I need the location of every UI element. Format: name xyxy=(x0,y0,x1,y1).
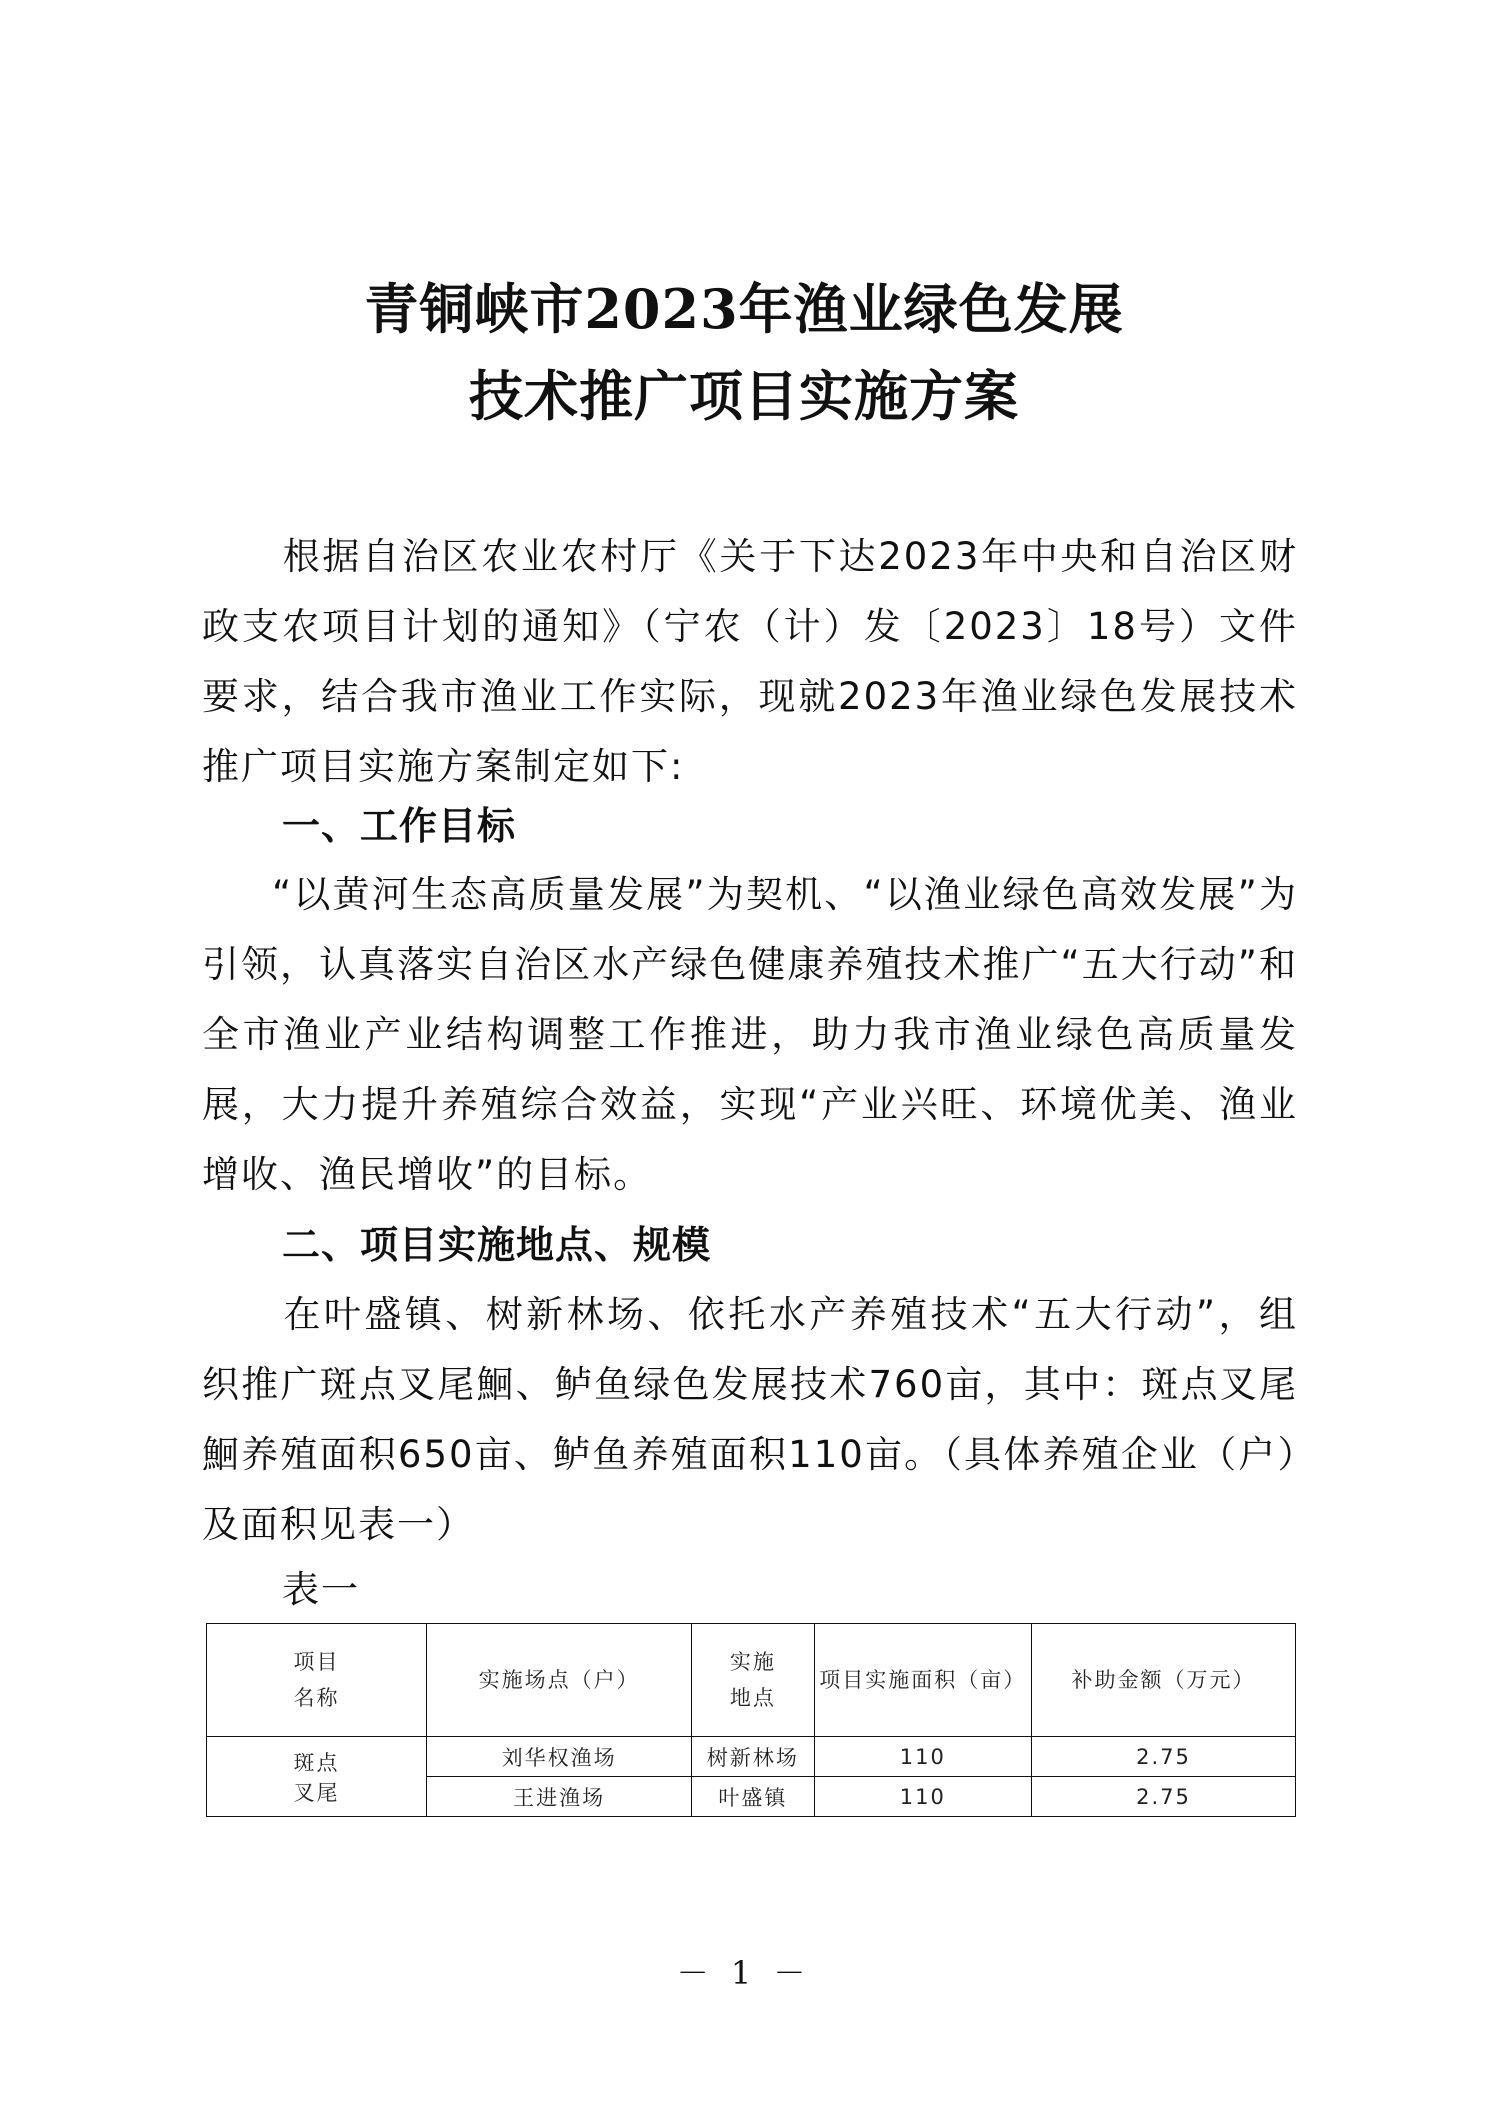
subsidy-cell: 2.75 xyxy=(1031,1777,1295,1817)
location-cell: 叶盛镇 xyxy=(692,1777,815,1817)
header-project-name-line-2: 名称 xyxy=(293,1686,340,1710)
intro-paragraph xyxy=(202,522,1298,802)
document-title-line-2: 技术推广项目实施方案 xyxy=(469,364,1019,428)
header-location-line-2: 地点 xyxy=(729,1686,776,1710)
table-row xyxy=(207,1737,1296,1777)
header-project-name-line-1: 项目 xyxy=(293,1650,340,1674)
header-project-name xyxy=(207,1624,427,1737)
area-cell: 110 xyxy=(814,1737,1031,1777)
header-site: 实施场点（户） xyxy=(427,1624,692,1737)
subsidy-cell: 2.75 xyxy=(1031,1737,1295,1777)
site-cell: 王进渔场 xyxy=(427,1777,692,1817)
page-number: － 1 － xyxy=(676,1954,812,1992)
section-1-text: “以黄河生态高质量发展”为契机、“以渔业绿色高效发展”为引领，认真落实自治区水产绿色健康养殖技术推广“五大行动”和全市渔业产业结构调整工作推进，助力我市渔业绿色高质量发展，大力提升养殖综合效益，实现“产业兴旺、环境优美、渔业增收、渔民增收”的目标。 xyxy=(202,873,1298,1196)
location-cell: 树新林场 xyxy=(692,1737,815,1777)
section-2-heading: 二、项目实施地点、规模 xyxy=(282,1223,712,1267)
header-location xyxy=(692,1624,815,1737)
project-name-line-1: 斑点 xyxy=(293,1750,340,1775)
document-title-line-1: 青铜峡市2023年渔业绿色发展 xyxy=(364,277,1124,341)
project-name-line-2: 叉尾 xyxy=(293,1780,340,1805)
project-table xyxy=(206,1623,1296,1817)
table-label: 表一 xyxy=(282,1568,360,1611)
intro-text: 根据自治区农业农村厅《关于下达2023年中央和自治区财政支农项目计划的通知》（宁农（计）发〔2023〕18号）文件要求，结合我市渔业工作实际，现就2023年渔业绿色发展技术推广项目实施方案制定如下: xyxy=(202,535,1298,788)
project-name-cell xyxy=(207,1737,427,1817)
header-area: 项目实施面积（亩） xyxy=(814,1624,1031,1737)
area-cell: 110 xyxy=(814,1777,1031,1817)
header-location-line-1: 实施 xyxy=(729,1650,776,1674)
section-2-text: 在叶盛镇、树新林场、依托水产养殖技术“五大行动”，组织推广斑点叉尾鮰、鲈鱼绿色发展技术760亩，其中：斑点叉尾鮰养殖面积650亩、鲈鱼养殖面积110亩。（具体养殖企业（户）及面积见表一） xyxy=(202,1293,1298,1546)
section-2-paragraph xyxy=(202,1280,1298,1560)
section-1-paragraph xyxy=(202,860,1298,1210)
header-subsidy: 补助金额（万元） xyxy=(1031,1624,1295,1737)
site-cell: 刘华权渔场 xyxy=(427,1737,692,1777)
section-1-heading: 一、工作目标 xyxy=(282,804,517,848)
table-header-row xyxy=(207,1624,1296,1737)
